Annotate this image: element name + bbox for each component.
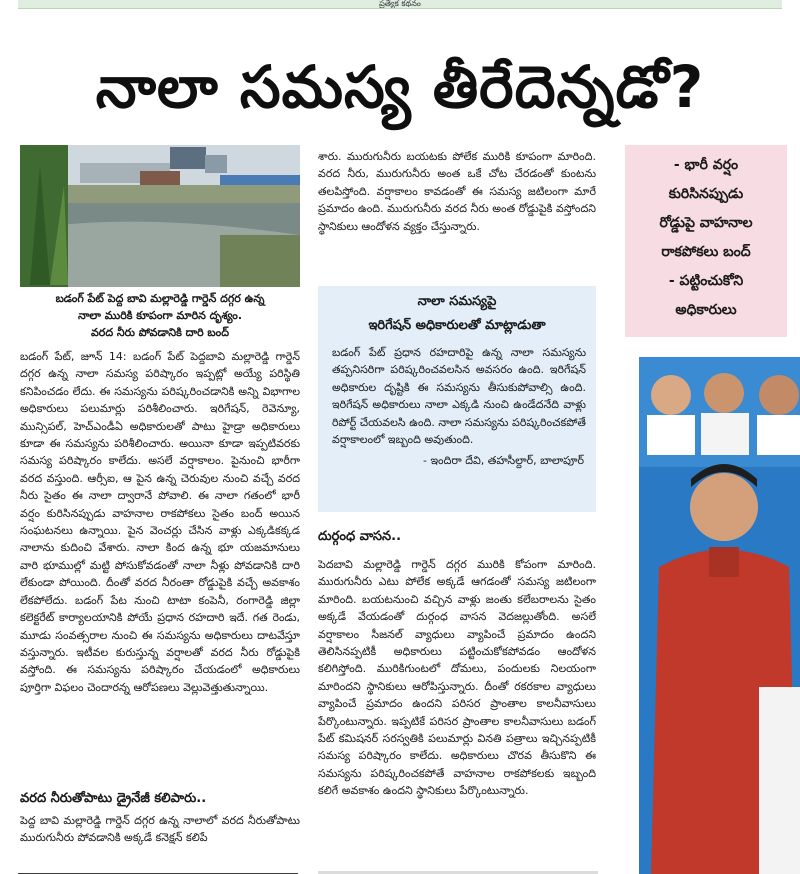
photo-caption xyxy=(20,290,300,341)
article-column-1 xyxy=(20,348,300,784)
highlight-line: కురిసినప్పుడు xyxy=(668,186,744,202)
top-strip-text: ప్రత్యేక కథనం xyxy=(379,0,421,8)
caption-line: బడంగ్ పేట్ పెద్ద బావి మల్లారెడ్డి గార్డెన్ దగ్గర ఉన్న xyxy=(55,292,265,305)
highlights-text xyxy=(625,145,787,325)
caption-line: నాలా మురికి కూపంగా మారిన దృశ్యం. xyxy=(77,309,243,322)
highlight-line: - భారీ వర్షం xyxy=(673,157,739,173)
subhead-odor: దుర్గంధ వాసన.. xyxy=(318,529,402,544)
quote-box-title-line: ఇరిగేషన్ అధికారులతో మాట్లాడుతా xyxy=(368,318,546,333)
quote-box-title xyxy=(318,286,596,338)
highlight-line: - పట్టించుకోని xyxy=(668,273,744,289)
highlights-box xyxy=(625,145,787,337)
highlight-line: రాకపోకలు బంద్ xyxy=(661,244,751,260)
article-paragraph: శారు. మురుగునీరు బయటకు పోలేక మురికి కూపంగా మారింది. వరద నీరు, మురుగునీరు అంత ఒకే చోట చేరడంతో కుంటను తలపిస్తోంది. వర్షాకాలం కావడంతో ఈ సమస్య జటిలంగా మారే ప్రమాదం ఉంది. మురుగునీరు వరద నీరు అంత రోడ్డుపైకి వస్తోందని స్థానికులు ఆందోళన వ్యక్తం చేస్తున్నారు. xyxy=(318,150,596,233)
headline: నాలా సమస్య తీరేదెన్నడో? xyxy=(95,53,705,121)
drain-photo-illustration xyxy=(20,145,300,287)
article-paragraph: పెదబావి మల్లారెడ్డి గార్డెన్ దగ్గర మురికి కోపంగా మారింది. మురుగునీరు ఎటు పోలేక అక్కడే ఆగడంతో సమస్య జటిలంగా మారింది. బయటనుంచి వచ్చిన వాళ్లు జంతు కలేబరాలను సైతం అక్కడే వేయడంతో దుర్గంధ వాసన వెదజల్లుతోంది. అసలే వర్షాకాలం సీజనల్ వ్యాధులు వ్యాపించే ప్రమాదం ఉందని తెలిసినప్పటికీ అధికారులు పట్టించుకోకపోవడం ఆందోళన కలిగిస్తోంది. మురికిగుంటలో దోమలు, పందులకు నిలయంగా మారిందని స్థానికులు ఆరోపిస్తున్నారు. దీంతో రకరకాల వ్యాధులు వ్యాపించే ప్రమాదం ఉందని పరిసర ప్రాంతాల కాలనీవాసులు పేర్కొంటున్నారు. ఇప్పటికే పరిసర ప్రాంతాల కాలనీవాసులు బడంగ్ పేట్ కమిషనర్ సరస్వతికి పలుమార్లు వినతి పత్రాలు ఇచ్చినప్పటికీ సమస్య పరిష్కారం కాలేదు. అధికారులు చొరవ తీసుకొని ఈ సమస్యను పరిష్కరించకపోతే వాహనాల రాకపోకలకు ఇబ్బంది కలిగే అవకాశం ఉందని స్థానికులు పేర్కొంటున్నారు. xyxy=(318,558,596,798)
quote-box-signature: - ఇందిరా దేవి, తహసీల్దార్, బాలాపూర్ xyxy=(423,454,584,468)
divider-rule xyxy=(18,869,782,874)
advertisement-image xyxy=(639,357,800,874)
article-paragraph: పెద్ద బావి మల్లారెడ్డి గార్డెన్ దగ్గర ఉన్న నాలాలో వరద నీరుతోపాటు మురుగునీరు పోవడానికి అక్కడే కనెక్షన్ కలిపే xyxy=(20,814,300,845)
quote-box xyxy=(318,286,596,512)
article-column-2-bottom xyxy=(318,556,596,856)
article-column-2-top xyxy=(318,148,596,274)
bottom-strip xyxy=(18,864,782,874)
top-strip xyxy=(18,0,782,9)
caption-line: వరద నీరు పోవడానికి దారి బంద్ xyxy=(90,326,230,339)
article-column-1-tail xyxy=(20,812,300,848)
quote-box-title-line: నాలా సమస్యపై xyxy=(417,294,497,309)
article-paragraph: బడంగ్ పేట్, జూన్ 14: బడంగ్ పేట్ పెద్దబావి మల్లారెడ్డి గార్డెన్ దగ్గర ఉన్న నాలా సమస్య పరిష్కారం ఇప్పట్లో అయ్యే పరిస్థితి కనిపించడం లేదు. ఈ సమస్యను పరిష్కరించడానికి అన్ని విభాగాల అధికారులు పలుమార్లు పరిశీలించారు. ఇరిగేషన్, రెవెన్యూ, మున్సిపల్, హెచ్ఎండీఏ అధికారులతో పాటు హైడ్రా అధికారులు కూడా ఈ సమస్యను పరిశీలించారు. అయినా కూడా ఇప్పటివరకు సమస్య పరిష్కారం కాలేదు. అసలే వర్షాకాలం. పైనుంచి భారీగా వరద వస్తుంది. ఆర్సీఐ, ఆ పైన ఉన్న చెరువుల నుంచి వచ్చే వరద నీరు సైతం ఈ నాలా ద్వారానే పోవాలి. ఈ నాలా గతంలో భారీ వర్షం కురిసినప్పుడు వాహనాల రాకపోకలు సైతం బంద్ అయిన సంఘటనలు ఉన్నాయి. పైన వెంచర్లు చేసిన వాళ్లు ఎక్కడికక్కడ నాలాను కుదించి వేశారు. నాలా కింద ఉన్న భూ యజమానులు వారి భూముల్లో మట్టి పోసుకోవడంతో నాలా నీళ్లు పోవడానికి దారి లేకుండా పోయింది. దీంతో వరద నీరంతా రోడ్డుపైకి వచ్చే అవకాశం లేకపోలేదు. బడంగ్ పేట నుంచి టాటా కంపెనీ, రంగారెడ్డి జిల్లా కలెక్టరేట్ కార్యాలయానికి పోయే ప్రధాన రహదారి ఇదే. గత రెండు, మూడు సంవత్సరాల నుంచి ఈ సమస్యను అధికారులు దాటవేస్తూ వస్తున్నారు. ఇటీవల కురుస్తున్న వర్షాలతో వరద నీరు రోడ్డుపైకి వస్తోంది. ఈ సమస్యను పరిష్కారం చేయడంలో అధికారులు పూర్తిగా విఫలం చెందారన్న ఆరోపణలు వెల్లువెత్తుతున్నాయి. xyxy=(20,350,300,694)
article-photo xyxy=(20,145,300,287)
poster-illustration xyxy=(639,357,800,874)
highlight-line: అధికారులు xyxy=(675,302,737,318)
subhead-drainage: వరద నీరుతోపాటు డ్రైనేజీ కలిపారు.. xyxy=(20,791,207,806)
highlight-line: రోడ్డుపై వాహనాల xyxy=(659,215,753,231)
quote-box-body: బడంగ్ పేట్ ప్రధాన రహదారిపై ఉన్న నాలా సమస్యను తప్పనిసరిగా పరిష్కరించవలసిన అవసరం ఉంది. ఇరిగేషన్ అధికారుల దృష్టికి ఈ సమస్యను తీసుకుపోవాల్సి ఉంది. ఇరిగేషన్ అధికారులు నాలా ఎక్కడి నుంచి ఉండేదనేది వాళ్లు రిపోర్ట్ చేయవలసి ఉంది. నాలా సమస్యను పరిష్కరించకపోతే వర్షాకాలంలో ఇబ్బంది అవుతుంది. xyxy=(332,346,586,447)
